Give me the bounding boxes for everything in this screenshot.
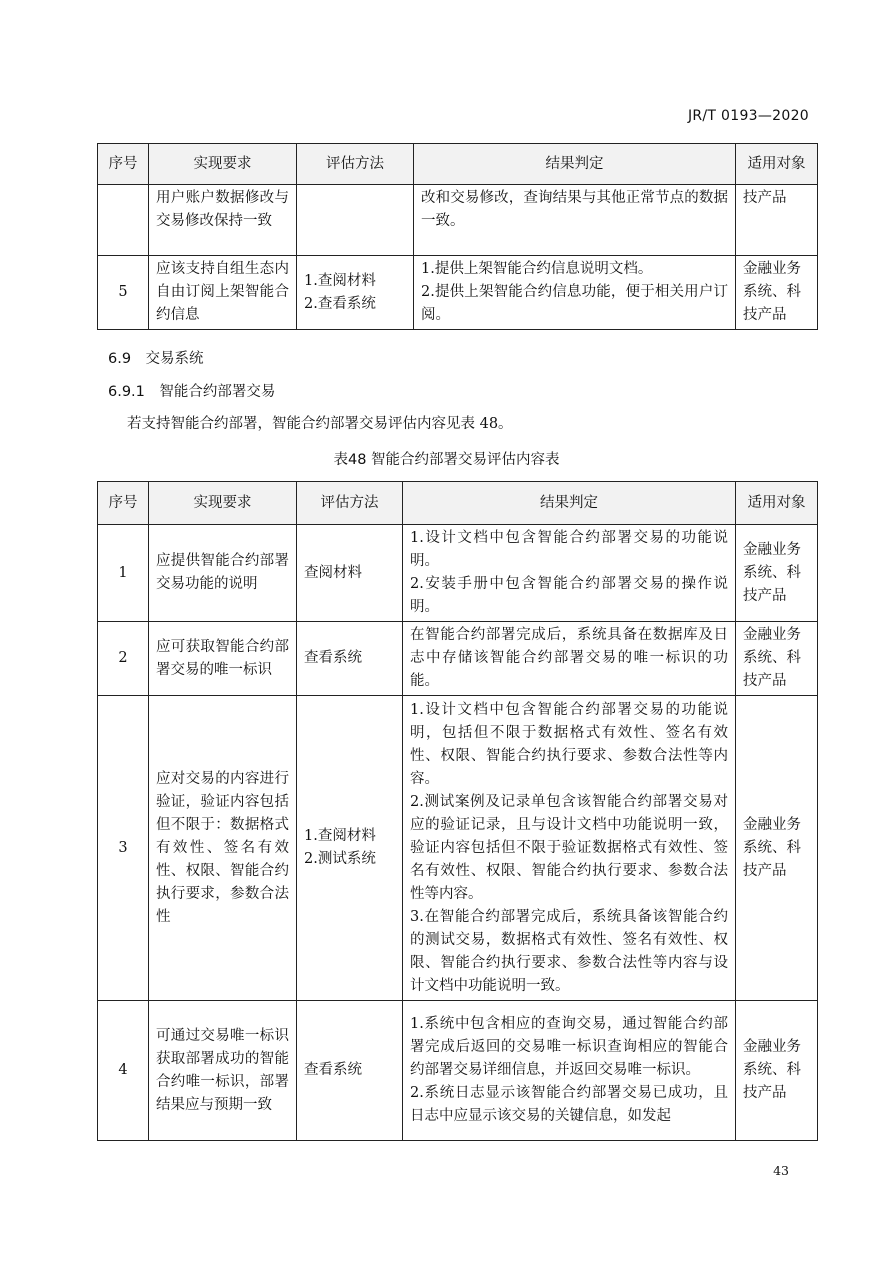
cell-requirement: 应该支持自组生态内自由订阅上架智能合约信息: [149, 256, 297, 330]
header-seq: 序号: [98, 144, 149, 185]
result-line: 1.提供上架智能合约信息说明文档。: [421, 261, 653, 277]
table-48: [97, 481, 818, 1141]
cell-requirement: 应提供智能合约部署交易功能的说明: [149, 525, 297, 622]
cell-seq: [98, 185, 149, 256]
header-requirement: 实现要求: [149, 482, 297, 525]
cell-method: [297, 696, 403, 1001]
header-method: 评估方法: [297, 144, 414, 185]
cell-seq: 2: [98, 622, 149, 696]
section-heading-6-9-1: 6.9.1 智能合约部署交易: [108, 384, 276, 400]
cell-seq: 1: [98, 525, 149, 622]
cell-result: [414, 185, 736, 256]
header-target: 适用对象: [736, 144, 818, 185]
table-row: [98, 185, 818, 256]
header-seq: 序号: [98, 482, 149, 525]
result-line: 3.在智能合约部署完成后，系统具备该智能合约的测试交易，数据格式有效性、签名有效性、权限、智能合约执行要求、参数合法性等内容与设计文档中功能说明一致。: [410, 908, 728, 994]
result-line: 在智能合约部署完成后，系统具备在数据库及日志中存储该智能合约部署交易的唯一标识的功能。: [410, 627, 728, 689]
cell-seq: 4: [98, 1001, 149, 1141]
cell-method: [297, 622, 403, 696]
cell-method: [297, 1001, 403, 1141]
result-line: 2.测试案例及记录单包含该智能合约部署交易对应的验证记录，且与设计文档中功能说明一致，验证内容包括但不限于验证数据格式有效性、签名有效性、权限、智能合约执行要求、参数合法性等内容。: [410, 793, 728, 902]
cell-target: 金融业务系统、科技产品: [736, 1001, 818, 1141]
header-target: 适用对象: [736, 482, 818, 525]
result-line: 1.系统中包含相应的查询交易，通过智能合约部署完成后返回的交易唯一标识查询相应的智能合约部署交易详细信息，并返回交易唯一标识。: [410, 1016, 728, 1078]
header-method: 评估方法: [297, 482, 403, 525]
cell-target: 金融业务系统、科技产品: [736, 622, 818, 696]
cell-requirement: 可通过交易唯一标识获取部署成功的智能合约唯一标识，部署结果应与预期一致: [149, 1001, 297, 1141]
cell-method: [297, 185, 414, 256]
method-line: 1.查阅材料: [304, 828, 376, 844]
table-row: [98, 1001, 818, 1141]
table-row: [98, 622, 818, 696]
header-requirement: 实现要求: [149, 144, 297, 185]
result-line: 2.安装手册中包含智能合约部署交易的操作说明。: [410, 576, 728, 615]
cell-target: 金融业务系统、科技产品: [736, 696, 818, 1001]
method-line: 2.查看系统: [304, 295, 376, 312]
header-result: 结果判定: [403, 482, 736, 525]
cell-requirement: 应对交易的内容进行验证，验证内容包括但不限于：数据格式有效性、签名有效性、权限、智能合约执行要求，参数合法性: [149, 696, 297, 1001]
table-caption: 表48 智能合约部署交易评估内容表: [333, 452, 560, 468]
cell-method: [297, 256, 414, 330]
method-line: 2.测试系统: [304, 851, 376, 867]
method-line: 查看系统: [304, 650, 362, 666]
method-line: 查阅材料: [304, 564, 362, 581]
continuation-table: [97, 143, 818, 330]
cell-seq: 5: [98, 256, 149, 330]
cell-requirement: 用户账户数据修改与交易修改保持一致: [149, 185, 297, 256]
section-heading-6-9: 6.9 交易系统: [108, 351, 204, 367]
cell-result: [403, 1001, 736, 1141]
result-line: 改和交易修改，查询结果与其他正常节点的数据一致。: [421, 190, 728, 229]
document-code: JR/T 0193—2020: [687, 108, 809, 124]
intro-paragraph: 若支持智能合约部署，智能合约部署交易评估内容见表 48。: [127, 416, 513, 432]
result-line: 1.设计文档中包含智能合约部署交易的功能说明。: [410, 530, 728, 569]
cell-requirement: 应可获取智能合约部署交易的唯一标识: [149, 622, 297, 696]
table-header-row: [98, 482, 818, 525]
header-result: 结果判定: [414, 144, 736, 185]
result-line: 1.设计文档中包含智能合约部署交易的功能说明，包括但不限于数据格式有效性、签名有效性、权限、智能合约执行要求、参数合法性等内容。: [410, 701, 728, 787]
result-line: 2.提供上架智能合约信息功能，便于相关用户订阅。: [421, 284, 728, 323]
cell-result: [403, 696, 736, 1001]
table-row: [98, 696, 818, 1001]
cell-result: [403, 622, 736, 696]
method-line: 1.查阅材料: [304, 272, 376, 289]
table-row: [98, 256, 818, 330]
table-header-row: [98, 144, 818, 185]
result-line: 2.系统日志显示该智能合约部署交易已成功，且日志中应显示该交易的关键信息，如发起: [410, 1085, 728, 1124]
cell-result: [414, 256, 736, 330]
page-number: 43: [773, 1163, 789, 1178]
cell-target: 技产品: [736, 185, 818, 256]
cell-result: [403, 525, 736, 622]
cell-target: 金融业务系统、科技产品: [736, 525, 818, 622]
table-row: [98, 525, 818, 622]
method-line: 查看系统: [304, 1062, 362, 1078]
cell-target: 金融业务系统、科技产品: [736, 256, 818, 330]
cell-seq: 3: [98, 696, 149, 1001]
cell-method: [297, 525, 403, 622]
